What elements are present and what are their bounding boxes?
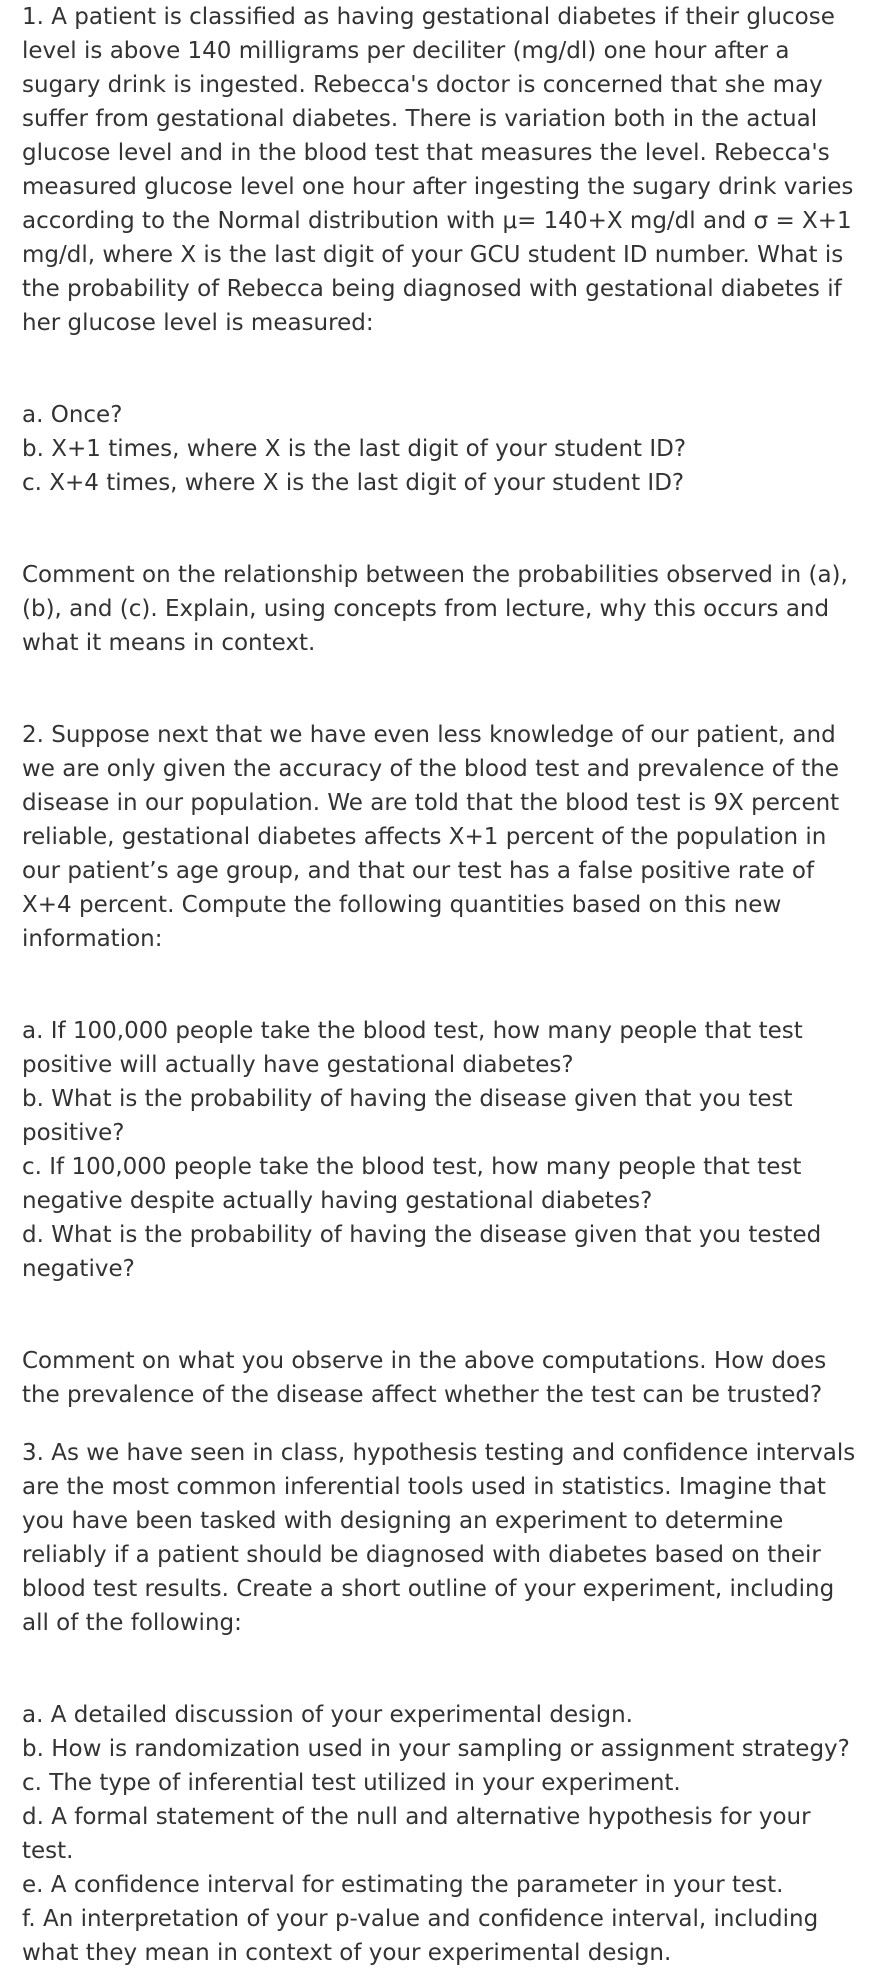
question-2-comment: Comment on what you observe in the above computations. How does the prevalence of the disease affect whether the test can be trusted? <box>22 1348 827 1408</box>
question-1-part-b: b. X+1 times, where X is the last digit of your student ID? <box>22 436 687 462</box>
question-3-part-b: b. How is randomization used in your sampling or assignment strategy? <box>22 1736 850 1762</box>
question-2-intro: 2. Suppose next that we have even less knowledge of our patient, and we are only given the accuracy of the blood test and prevalence of the disease in our population. We are told that the blood test is 9X percent reliable, gestational diabetes affects X+1 percent of the population in our patient’s age group, and that our test has a false positive rate of X+4 percent. Compute the following quantities based on this new information: <box>22 722 840 952</box>
question-3-part-f: f. An interpretation of your p-value and confidence interval, including what they mean in context of your experimental design. <box>22 1906 819 1966</box>
question-2-part-b: b. What is the probability of having the disease given that you test positive? <box>22 1086 793 1146</box>
question-2-part-a: a. If 100,000 people take the blood test, how many people that test positive will actually have gestational diabetes? <box>22 1018 803 1078</box>
question-2-part-d: d. What is the probability of having the disease given that you tested negative? <box>22 1222 822 1282</box>
question-3-part-c: c. The type of inferential test utilized in your experiment. <box>22 1770 681 1796</box>
question-1-comment: Comment on the relationship between the probabilities observed in (a), (b), and (c). Explain, using concepts from lecture, why this occurs and what it means in context. <box>22 562 848 656</box>
question-3-part-e: e. A confidence interval for estimating the parameter in your test. <box>22 1872 784 1898</box>
question-2-part-c: c. If 100,000 people take the blood test, how many people that test negative despite actually having gestational diabetes? <box>22 1154 802 1214</box>
question-1-intro: 1. A patient is classified as having gestational diabetes if their glucose level is above 140 milligrams per deciliter (mg/dl) one hour after a sugary drink is ingested. Rebecca's doctor is concerned that she may suffer from gestational diabetes. There is variation both in the actual glucose level and in the blood test that measures the level. Rebecca's measured glucose level one hour after ingesting the sugary drink varies according to the Normal distribution with μ= 140+X mg/dl and σ = X+1 mg/dl, where X is the last digit of your GCU student ID number. What is the probability of Rebecca being diagnosed with gestational diabetes if her glucose level is measured: <box>22 4 854 336</box>
question-1-part-a: a. Once? <box>22 402 123 428</box>
question-3-intro: 3. As we have seen in class, hypothesis testing and confidence intervals are the most common inferential tools used in statistics. Imagine that you have been tasked with designing an experiment to determine reliably if a patient should be diagnosed with diabetes based on their blood test results. Create a short outline of your experiment, including all of the following: <box>22 1440 856 1636</box>
question-3-part-a: a. A detailed discussion of your experimental design. <box>22 1702 633 1728</box>
question-3-part-d: d. A formal statement of the null and alternative hypothesis for your test. <box>22 1804 811 1864</box>
question-1-part-c: c. X+4 times, where X is the last digit of your student ID? <box>22 470 685 496</box>
